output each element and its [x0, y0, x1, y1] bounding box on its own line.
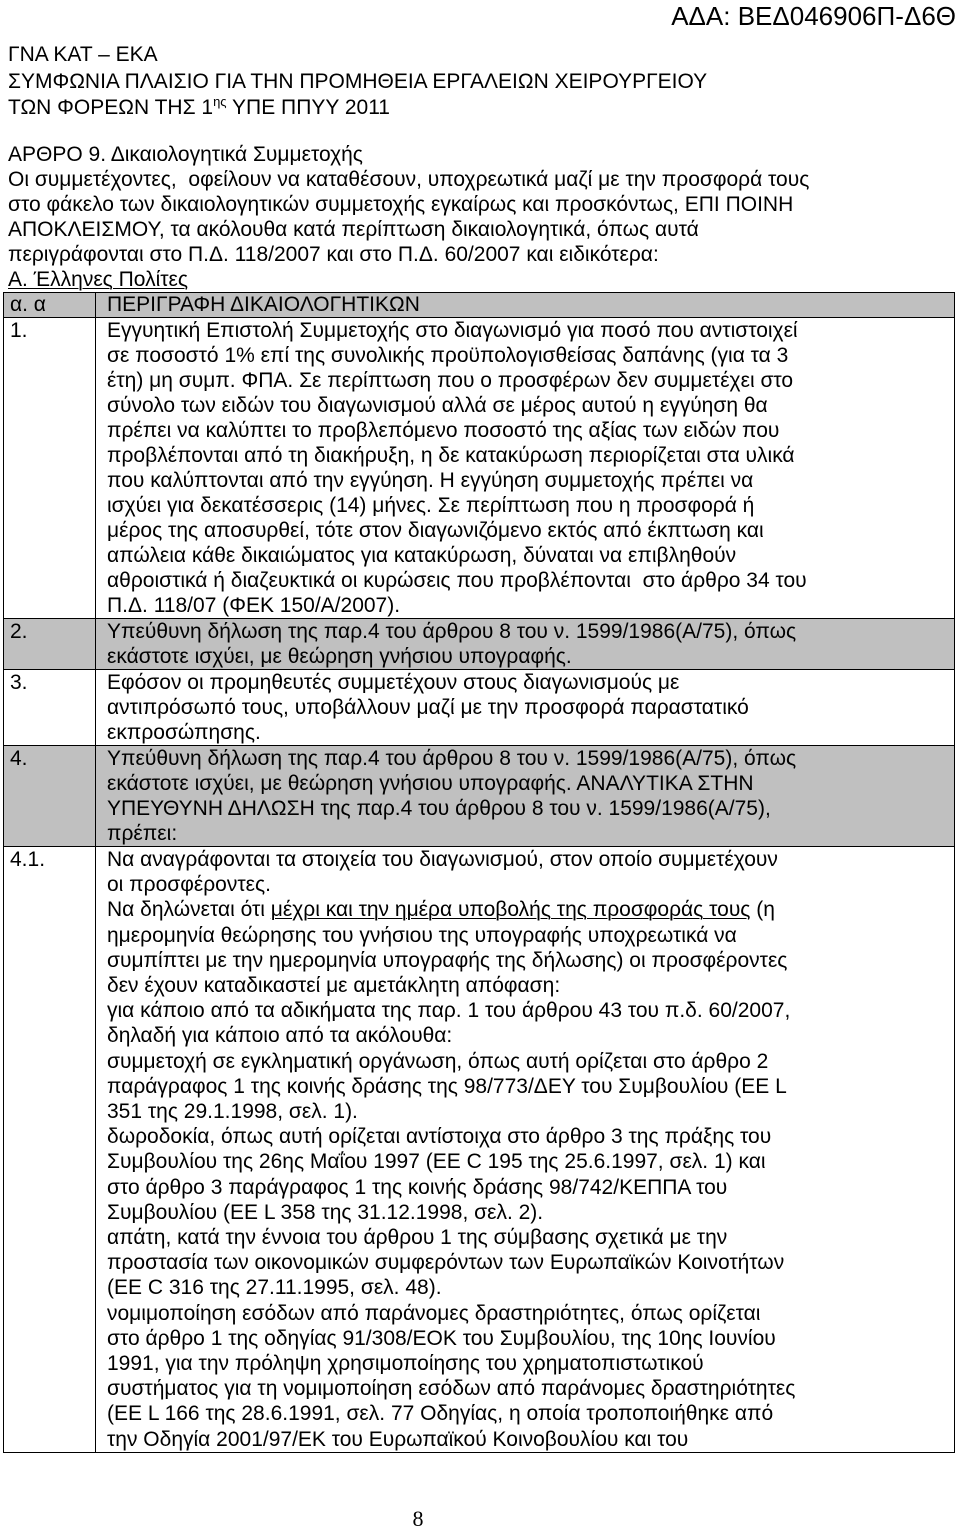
cell-text: (η: [750, 898, 775, 922]
cell-text-line: έτη) μη συμπ. ΦΠΑ. Σε περίπτωση που ο προσφέρων δεν συμμετέχει στο: [107, 369, 794, 392]
cell-text-line: Υπεύθυνη δήλωση της παρ.4 του άρθρου 8 του ν. 1599/1986(Α/75), όπως: [107, 620, 797, 643]
ada-code: ΑΔΑ: ΒΕΔ046906Π-Δ6Θ: [671, 1, 956, 31]
cell-text-line: μέρος της αποσυρθεί, τότε στον διαγωνιζόμενο εκτός από έκπτωση και: [107, 519, 764, 542]
cell-text-line: στο άρθρο 1 της οδηγίας 91/308/ΕΟΚ του Συμβουλίου, της 10ης Ιουνίου: [107, 1326, 776, 1350]
cell-text-line: συστήματος για τη νομιμοποίηση εσόδων από παράνομες δραστηριότητες: [107, 1377, 796, 1401]
header-subtitle: [8, 95, 707, 122]
article-intro: [8, 142, 809, 292]
cell-text-line: απώλεια κάθε δικαιώματος για κατακύρωση, δύναται να επιβληθούν: [107, 544, 737, 567]
cell-text-line: (ΕΕ C 316 της 27.11.1995, σελ. 48).: [107, 1276, 442, 1300]
row-number: 4.1.: [4, 847, 96, 1452]
header-subtitle-text: ΥΠΕ ΠΠΥΥ 2011: [226, 96, 390, 119]
cell-text-line: ημερομηνία θεώρησης του γνήσιου της υπογραφής υποχρεωτικά να: [107, 923, 737, 947]
cell-text-line: νομιμοποίηση εσόδων από παράνομες δραστηριότητες, όπως ορίζεται: [107, 1301, 761, 1325]
cell-text-line: 351 της 29.1.1998, σελ. 1).: [107, 1100, 358, 1124]
section-heading-line: [8, 267, 809, 292]
cell-text-line: Να αναγράφονται τα στοιχεία του διαγωνισμού, στον οποίο συμμετέχουν: [107, 848, 778, 871]
table-row: [4, 618, 954, 669]
cell-text-line: προβλέπονται από τη διακήρυξη, η δε κατακύρωση περιορίζεται στα υλικά: [107, 444, 795, 467]
ordinal-superscript: ης: [213, 94, 227, 109]
cell-text-line: οι προσφέροντες.: [107, 873, 271, 897]
cell-text-line: που καλύπτονται από την εγγύηση. Η εγγύηση συμμετοχής πρέπει να: [107, 469, 754, 492]
cell-text-line: προστασία των οικονομικών συμφερόντων των Ευρωπαϊκών Κοινοτήτων: [107, 1251, 785, 1275]
cell-text-line: συμμετοχή σε εγκληματική οργάνωση, όπως αυτή ορίζεται στο άρθρο 2: [107, 1049, 769, 1073]
cell-text-line: εκάστοτε ισχύει, με θεώρηση γνήσιου υπογραφής.: [107, 645, 572, 668]
header-title: ΣΥΜΦΩΝΙΑ ΠΛΑΙΣΙΟ ΓΙΑ ΤΗΝ ΠΡΟΜΗΘΕΙΑ ΕΡΓΑΛΕΙΩΝ ΧΕΙΡΟΥΡΓΕΙΟΥ: [8, 69, 708, 93]
cell-text-line: ισχύει για δεκατέσσερις (14) μήνες. Σε περίπτωση που η προσφορά ή: [107, 494, 755, 517]
intro-line: Οι συμμετέχοντες, οφείλουν να καταθέσουν, υποχρεωτικά μαζί με την προσφορά τους: [8, 168, 810, 191]
cell-text-line: (ΕΕ L 166 της 28.6.1991, σελ. 77 Οδηγίας, η οποία τροποποιήθηκε από: [107, 1402, 774, 1426]
table-row: [4, 669, 954, 745]
cell-text-line: Συμβουλίου (ΕΕ L 358 της 31.12.1998, σελ. 2).: [107, 1200, 544, 1224]
cell-text-line: 1991, για την πρόληψη χρησιμοποίησης του χρηματοπιστωτικού: [107, 1352, 704, 1376]
table-row: [4, 846, 954, 1452]
cell-text-line: δωροδοκία, όπως αυτή ορίζεται αντίστοιχα στο άρθρο 3 της πράξης του: [107, 1125, 772, 1149]
cell-text-line: πρέπει:: [107, 822, 178, 845]
cell-text-line: ΥΠΕΥΘΥΝΗ ΔΗΛΩΣΗ της παρ.4 του άρθρου 8 του ν. 1599/1986(Α/75),: [107, 797, 771, 820]
cell-text-line: σε ποσοστό 1% επί της συνολικής προϋπολογισθείσας δαπάνης (για τα 3: [107, 344, 789, 367]
cell-text-line: δηλαδή για κάποιο από τα ακόλουθα:: [107, 1024, 453, 1048]
row-description: [96, 318, 954, 618]
cell-text-line: συμπίπτει με την ημερομηνία υπογραφής της δήλωσης) οι προσφέροντες: [107, 948, 788, 972]
column-header-number: α. α: [4, 293, 96, 317]
cell-text-line: αθροιστικά ή διαζευκτικά οι κυρώσεις που προβλέπονται στο άρθρο 34 του: [107, 569, 807, 592]
cell-text-line: αντιπρόσωπό τους, υποβάλλουν μαζί με την προσφορά παραστατικό: [107, 696, 749, 719]
cell-text-line: Εγγυητική Επιστολή Συμμετοχής στο διαγωνισμό για ποσό που αντιστοιχεί: [107, 319, 798, 342]
header-organization: ΓΝΑ ΚΑΤ – ΕΚΑ: [8, 43, 158, 66]
cell-text-line: Υπεύθυνη δήλωση της παρ.4 του άρθρου 8 του ν. 1599/1986(Α/75), όπως: [107, 747, 797, 770]
table-header-row: [4, 293, 954, 317]
cell-text-line: Π.Δ. 118/07 (ΦΕΚ 150/Α/2007).: [107, 594, 401, 617]
table-row: [4, 317, 954, 618]
cell-text-line: παράγραφος 1 της κοινής δράσης της 98/773/ΔΕΥ του Συμβουλίου (ΕΕ L: [107, 1074, 787, 1098]
row-description: [96, 847, 954, 1452]
underlined-text: μέχρι και την ημέρα υποβολής της προσφοράς τους: [270, 898, 751, 922]
cell-text-line: πρέπει να καλύπτει το προβλεπόμενο ποσοστό της αξίας των ειδών που: [107, 419, 780, 442]
documents-table: [3, 292, 955, 1453]
cell-text-line: την Οδηγία 2001/97/ΕΚ του Ευρωπαϊκού Κοινοβουλίου και του: [107, 1427, 689, 1451]
cell-text-line: σύνολο των ειδών του διαγωνισμού αλλά σε μέρος αυτού η εγγύηση θα: [107, 394, 768, 417]
header-subtitle-text: ΤΩΝ ΦΟΡΕΩΝ ΤΗΣ 1: [8, 96, 214, 119]
intro-line: περιγράφονται στο Π.Δ. 118/2007 και στο Π.Δ. 60/2007 και ειδικότερα:: [8, 243, 659, 266]
page-number: 8: [412, 1506, 424, 1531]
intro-line: ΑΠΟΚΛΕΙΣΜΟΥ, τα ακόλουθα κατά περίπτωση δικαιολογητικά, όπως αυτά: [8, 218, 699, 241]
row-description: [96, 670, 954, 745]
intro-line: στο φάκελο των δικαιολογητικών συμμετοχής εγκαίρως και προσκόντως, ΕΠΙ ΠΟΙΝΗ: [8, 193, 794, 216]
column-header-description: ΠΕΡΙΓΡΑΦΗ ΔΙΚΑΙΟΛΟΓΗΤΙΚΩΝ: [107, 293, 420, 316]
row-number: 1.: [4, 318, 96, 618]
row-description: [96, 619, 954, 669]
row-description: [96, 746, 954, 846]
section-heading: Α. Έλληνες Πολίτες: [8, 268, 189, 291]
row-number: 2.: [4, 619, 96, 669]
cell-text-line: δεν έχουν καταδικαστεί με αμετάκλητη απόφαση:: [107, 974, 561, 998]
row-number: 3.: [4, 670, 96, 745]
cell-text-line: εκπροσώπησης.: [107, 721, 261, 744]
cell-text-line: Συμβουλίου της 26ης Μαΐου 1997 (ΕΕ C 195 της 25.6.1997, σελ. 1) και: [107, 1150, 766, 1174]
document-header: [8, 42, 707, 122]
table-row: [4, 745, 954, 846]
cell-text-line: απάτη, κατά την έννοια του άρθρου 1 της σύμβασης σχετικά με την: [107, 1226, 728, 1250]
row-number: 4.: [4, 746, 96, 846]
cell-text-line: στο άρθρο 3 παράγραφος 1 της κοινής δράσης 98/742/ΚΕΠΠΑ του: [107, 1175, 728, 1199]
cell-text-line: εκάστοτε ισχύει, με θεώρηση γνήσιου υπογραφής. ΑΝΑΛΥΤΙΚΑ ΣΤΗΝ: [107, 772, 754, 795]
article-title: ΑΡΘΡΟ 9. Δικαιολογητικά Συμμετοχής: [8, 143, 363, 166]
cell-text-line: για κάποιο από τα αδικήματα της παρ. 1 του άρθρου 43 του π.δ. 60/2007,: [107, 999, 791, 1023]
cell-text-line: [107, 897, 954, 922]
cell-text: Να δηλώνεται ότι: [107, 898, 271, 922]
cell-text-line: Εφόσον οι προμηθευτές συμμετέχουν στους διαγωνισμούς με: [107, 671, 680, 694]
